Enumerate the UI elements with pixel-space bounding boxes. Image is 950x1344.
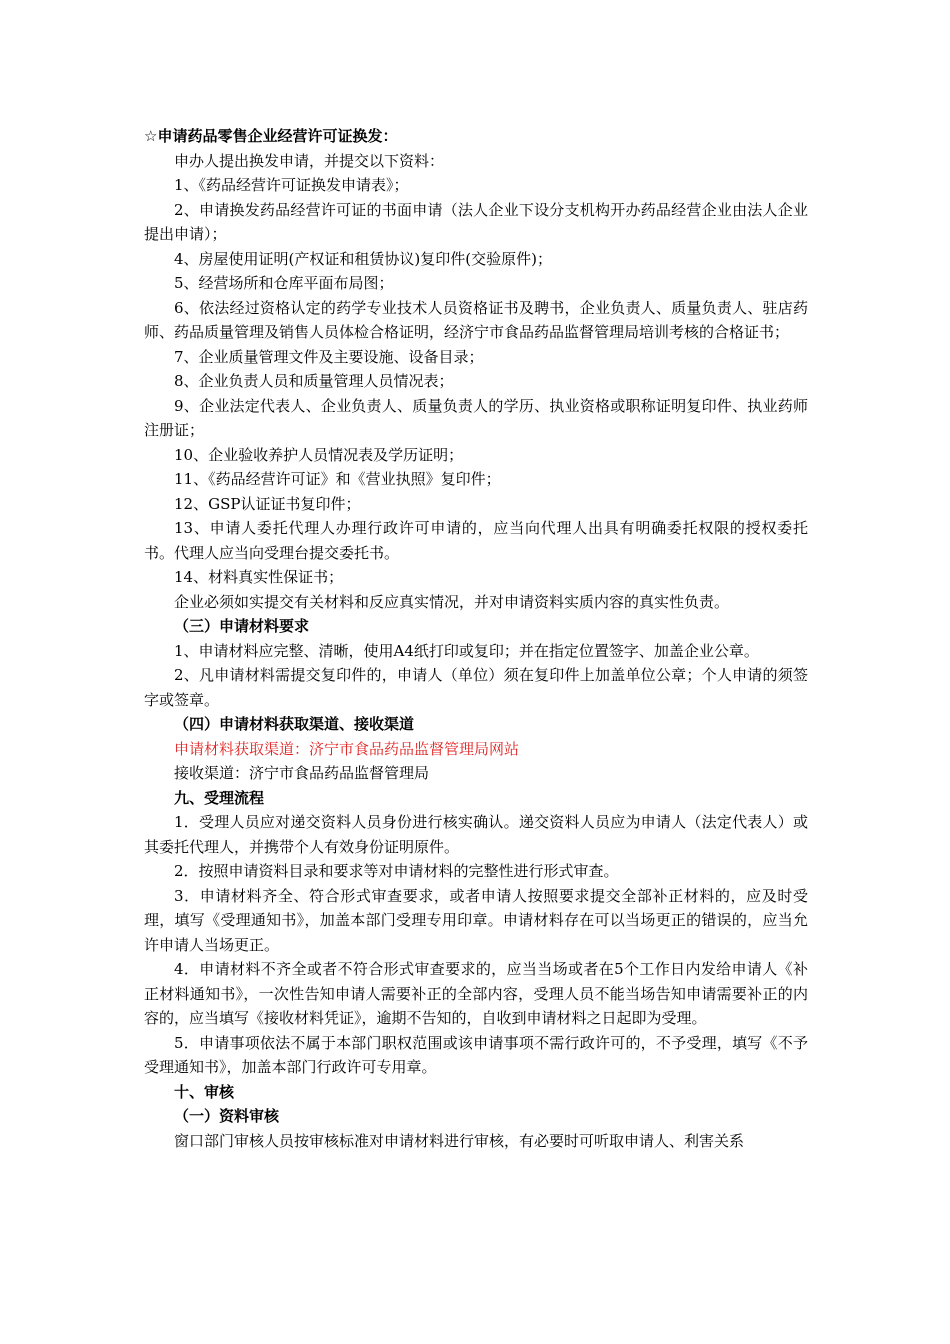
list-item: 10、企业验收养护人员情况表及学历证明；: [174, 445, 464, 464]
list-item: 2、凡申请材料需提交复印件的，申请人（单位）须在复印件上加盖单位公章；个人申请的须签字或签章。: [144, 666, 808, 709]
list-item: 5．申请事项依法不属于本部门职权范围或该申请事项不需行政许可的，不予受理，填写《不予受理通知书》，加盖本部门行政许可专用章。: [144, 1033, 808, 1076]
section-heading: （四）申请材料获取渠道、接收渠道: [174, 715, 415, 733]
list-item: 6、依法经过资格认定的药学专业技术人员资格证书及聘书，企业负责人、质量负责人、驻店药师、药品质量管理及销售人员体检合格证明，经济宁市食品药品监督管理局培训考核的合格证书；: [144, 298, 808, 341]
list-item: 11、《药品经营许可证》和《营业执照》复印件；: [174, 470, 501, 488]
list-item: 13、申请人委托代理人办理行政许可申请的，应当向代理人出具有明确委托权限的授权委托书。代理人应当向受理台提交委托书。: [144, 519, 808, 562]
list-item: 14、材料真实性保证书；: [174, 568, 344, 586]
intro-text: 申办人提出换发申请，并提交以下资料：: [174, 151, 445, 170]
list-item: 5、经营场所和仓库平面布局图；: [174, 274, 394, 292]
list-item: 4、房屋使用证明(产权证和租赁协议)复印件(交验原件)；: [174, 249, 552, 268]
subsection-heading: （一）资料审核: [174, 1107, 280, 1125]
section-heading: 九、受理流程: [174, 788, 265, 807]
document-title: ☆申请药品零售企业经营许可证换发：: [144, 127, 398, 145]
list-item: 9、企业法定代表人、企业负责人、质量负责人的学历、执业资格或职称证明复印件、执业药师注册证；: [144, 396, 808, 439]
truth-note: 企业必须如实提交有关材料和反应真实情况，并对申请资料实质内容的真实性负责。: [174, 592, 730, 611]
document-page: [144, 124, 808, 1153]
list-item: 3．申请材料齐全、符合形式审查要求，或者申请人按照要求提交全部补正材料的，应及时受理，填写《受理通知书》，加盖本部门受理专用印章。申请材料存在可以当场更正的错误的，应当允许申请人当场更正。: [144, 886, 808, 954]
list-item: 12、GSP认证证书复印件；: [174, 494, 361, 513]
list-item: 4．申请材料不齐全或者不符合形式审查要求的，应当当场或者在5个工作日内发给申请人《补正材料通知书》，一次性告知申请人需要补正的全部内容，受理人员不能当场告知申请需要补正的内容的，应当填写《接收材料凭证》，逾期不告知的，自收到申请材料之日起即为受理。: [144, 960, 808, 1027]
material-channel-text: 申请材料获取渠道：济宁市食品药品监督管理局网站: [174, 739, 520, 758]
list-item: 1、《药品经营许可证换发申请表》；: [174, 176, 409, 194]
receive-channel-text: 接收渠道：济宁市食品药品监督管理局: [174, 764, 430, 782]
list-item: 8、企业负责人员和质量管理人员情况表；: [174, 372, 454, 390]
list-item: 1、申请材料应完整、清晰，使用A4纸打印或复印；并在指定位置签字、加盖企业公章。: [174, 641, 759, 660]
list-item: 7、企业质量管理文件及主要设施、设备目录；: [174, 347, 484, 366]
body-text: 窗口部门审核人员按审核标准对申请材料进行审核，有必要时可听取申请人、利害关系: [174, 1131, 745, 1150]
section-heading: 十、审核: [174, 1082, 235, 1101]
section-heading: （三）申请材料要求: [174, 617, 310, 635]
list-item: 1．受理人员应对递交资料人员身份进行核实确认。递交资料人员应为申请人（法定代表人）或其委托代理人，并携带个人有效身份证明原件。: [144, 813, 808, 856]
list-item: 2．按照申请资料目录和要求等对申请材料的完整性进行形式审查。: [174, 862, 619, 880]
list-item: 2、申请换发药品经营许可证的书面申请（法人企业下设分支机构开办药品经营企业由法人企业提出申请）；: [144, 200, 808, 243]
